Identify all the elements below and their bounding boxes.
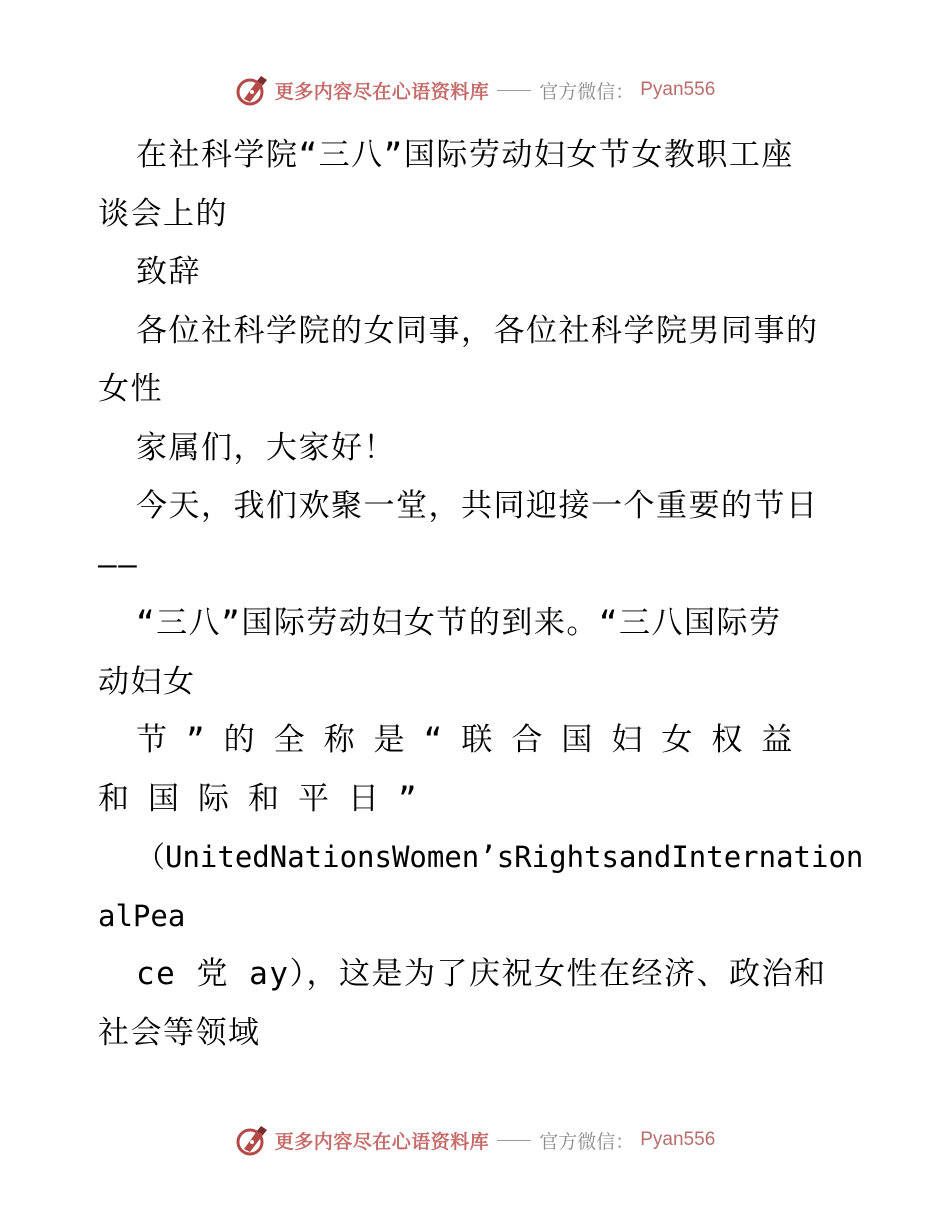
document-body [98, 126, 864, 1062]
paragraph-line: （UnitedNationsWomen’sRightsandInternation [136, 840, 864, 874]
brand-text: 更多内容尽在心语资料库 [274, 1130, 490, 1153]
paragraph-line: 女性 [98, 371, 163, 407]
header-banner [0, 70, 950, 110]
title-line-3: 致辞 [136, 254, 201, 290]
wechat-id: Pyan556 [640, 1129, 716, 1150]
footer-banner [0, 1120, 950, 1160]
wechat-id: Pyan556 [640, 79, 716, 100]
title-line-2: 谈会上的 [98, 195, 228, 232]
paragraph-line: ce 党 ay），这是为了庆祝女性在经济、政治和 [136, 956, 827, 992]
paragraph-line: 动妇女 [98, 663, 196, 700]
paragraph-line: 节”的全称是“联合国妇女权益 [136, 722, 812, 758]
pen-nib-circle-icon [235, 73, 269, 107]
paragraph-line: “三八”国际劳动妇女节的到来。“三八国际劳 [136, 605, 782, 641]
paragraph-line: 社会等领域 [98, 1014, 261, 1051]
paragraph-line: —— [98, 546, 139, 583]
divider [497, 1140, 531, 1141]
title-line-1: 在社科学院“三八”国际劳动妇女节女教职工座 [136, 137, 794, 173]
divider [497, 90, 531, 91]
paragraph-line: 和国际和平日” [98, 780, 436, 817]
pen-nib-circle-icon [235, 1123, 269, 1157]
official-wechat-label: 官方微信： [539, 1130, 635, 1153]
paragraph-line: 各位社科学院的女同事，各位社科学院男同事的 [136, 312, 819, 349]
official-wechat-label: 官方微信： [539, 80, 635, 103]
paragraph-line: 家属们，大家好！ [136, 429, 396, 466]
brand-text: 更多内容尽在心语资料库 [274, 80, 490, 103]
paragraph-line: 今天，我们欢聚一堂，共同迎接一个重要的节日 [136, 488, 819, 524]
paragraph-line: alPea [98, 898, 186, 933]
